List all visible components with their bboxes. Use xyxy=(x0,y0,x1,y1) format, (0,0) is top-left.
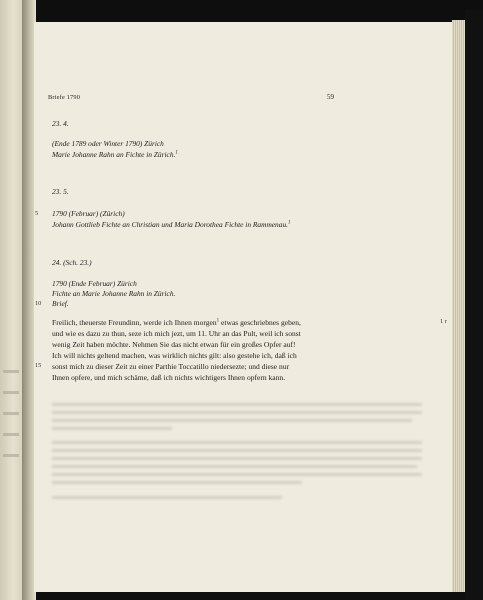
page-number: 59 xyxy=(327,93,334,101)
entry-date-place: 1790 (Ende Februar) Zürich xyxy=(52,279,137,288)
line-number: 15 xyxy=(35,362,42,369)
book-page xyxy=(34,22,454,592)
entry-description: Marie Johanne Rahn an Fichte in Zürich.$^1$ xyxy=(52,150,178,159)
letter-body-line: sonst mich zu dieser Zeit zu einer Parthie Toccatillo niedersezte; und diese nur xyxy=(52,362,290,371)
entry-date-place: (Ende 1789 oder Winter 1790) Zürich xyxy=(52,139,164,148)
left-page-edge xyxy=(0,0,22,600)
footnote-ref: 1 xyxy=(175,150,178,156)
entry-date-place: 1790 (Februar) (Zürich) xyxy=(52,209,125,218)
letter-body-line: Freilich, theuerste Freundinn, werde ich Ihnen morgen$^1$ etwas geschriebnes geben, xyxy=(52,318,301,327)
entry-type: Brief. xyxy=(52,299,69,308)
entry-number: 24. (Sch. 23.) xyxy=(52,258,92,267)
line-number: 10 xyxy=(35,300,42,307)
left-page-bleed-marks xyxy=(3,370,19,475)
letter-body-line: Ihnen opfere, und mich schäme, daß ich nichts wichtigers Ihnen opfern kann. xyxy=(52,373,286,382)
page-stack-edge xyxy=(452,20,465,592)
letter-body-line: wenig Zeit haben möchte. Nehmen Sie das nicht etwan für ein großes Opfer auf! xyxy=(52,340,296,349)
entry-description: Johann Gottlieb Fichte an Christian und Maria Dorothea Fichte in Rammenau.$^1$ xyxy=(52,220,291,229)
letter-body-line: Ich will nichts geltend machen, was wirklich nichts gilt: also gestehe ich, daß ich xyxy=(52,351,297,360)
entry-number: 23. 5. xyxy=(52,187,69,196)
line-number: 5 xyxy=(35,210,39,217)
letter-body-line: und wie es dazu zu thun, seze ich mich jezt, um 11. Uhr an das Pult, weil ich sonst xyxy=(52,329,301,338)
background-shadow xyxy=(465,10,483,600)
running-header: Briefe 1790 xyxy=(48,94,81,101)
margin-note: 1 r xyxy=(440,318,447,325)
footnote-ref: 1 xyxy=(216,318,220,324)
entry-number: 23. 4. xyxy=(52,119,69,128)
entry-description: Fichte an Marie Johanne Rahn in Zürich. xyxy=(52,289,176,298)
footnote-ref: 1 xyxy=(288,220,291,226)
